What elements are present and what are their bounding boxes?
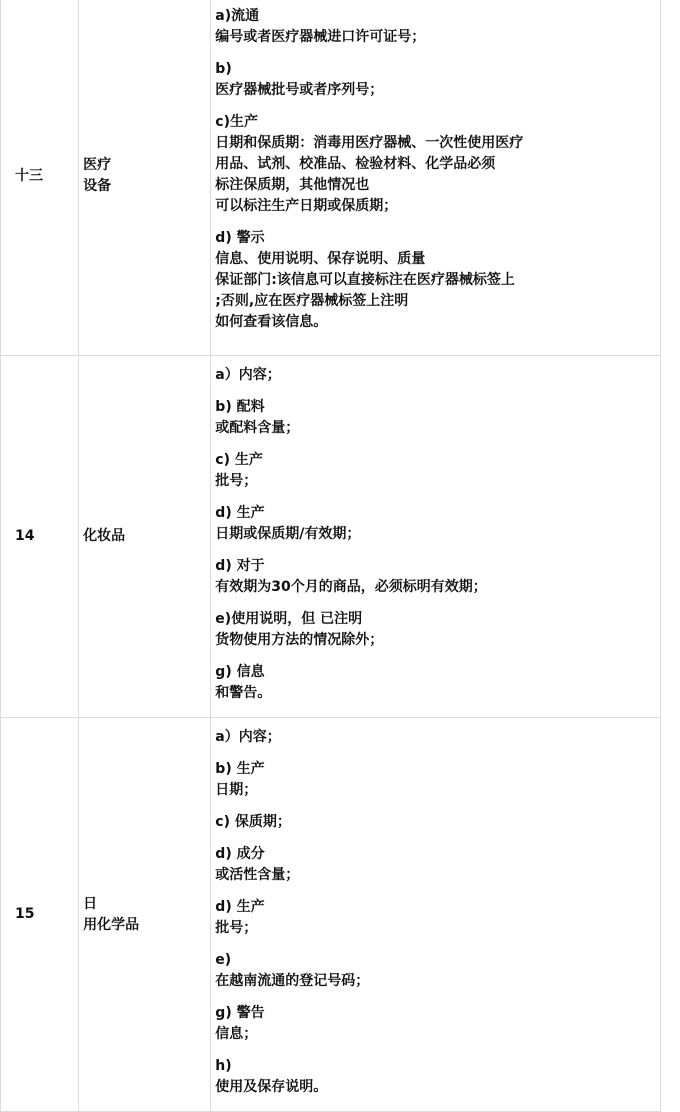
product-category: 化妆品 [79,356,211,718]
requirement-item: d) 警示 信息、使用说明、保存说明、质量 保证部门:该信息可以直接标注在医疗器械标签上 ;否则,应在医疗器械标签上注明 如何查看该信息。 [215,230,515,330]
requirement-item: c) 保质期； [215,814,291,830]
table-row [1,0,661,356]
requirement-item: g) 警告 信息； [215,1005,265,1042]
table-row [1,718,661,1112]
requirement-item: b) 配料 或配料含量； [215,399,300,436]
row-number: 十三 [1,0,79,356]
requirement-item: a）内容； [215,367,281,383]
requirement-item: d) 生产 批号； [215,899,265,936]
requirement-item: b) 生产 日期； [215,761,265,798]
requirement-item: g) 信息 和警告。 [215,664,272,701]
row-number: 14 [1,356,79,718]
requirement-item: c) 生产 批号； [215,452,263,489]
requirement-item: a）内容； [215,729,281,745]
requirement-item: c)生产 日期和保质期：消毒用医疗器械、一次性使用医疗 用品、试剂、校准品、检验材料、化学品必须 标注保质期，其他情况也 可以标注生产日期或保质期； [215,114,524,214]
label-requirements [211,0,661,356]
requirement-item: d) 生产 日期或保质期/有效期； [215,505,361,542]
requirement-item: d) 成分 或活性含量； [215,846,300,883]
product-category: 医疗 设备 [79,0,211,356]
product-category: 日 用化学品 [79,718,211,1112]
table-row [1,356,661,718]
requirement-item: h) 使用及保存说明。 [215,1058,328,1095]
requirement-item: d) 对于 有效期为30个月的商品，必须标明有效期； [215,558,487,595]
label-requirements [211,718,661,1112]
row-number: 15 [1,718,79,1112]
label-requirements [211,356,661,718]
requirement-item: e) 在越南流通的登记号码； [215,952,370,989]
requirement-item: e)使用说明，但 已注明 货物使用方法的情况除外； [215,611,384,648]
requirement-item: a)流通 编号或者医疗器械进口许可证号； [215,8,426,45]
requirement-item: b) 医疗器械批号或者序列号； [215,61,384,98]
